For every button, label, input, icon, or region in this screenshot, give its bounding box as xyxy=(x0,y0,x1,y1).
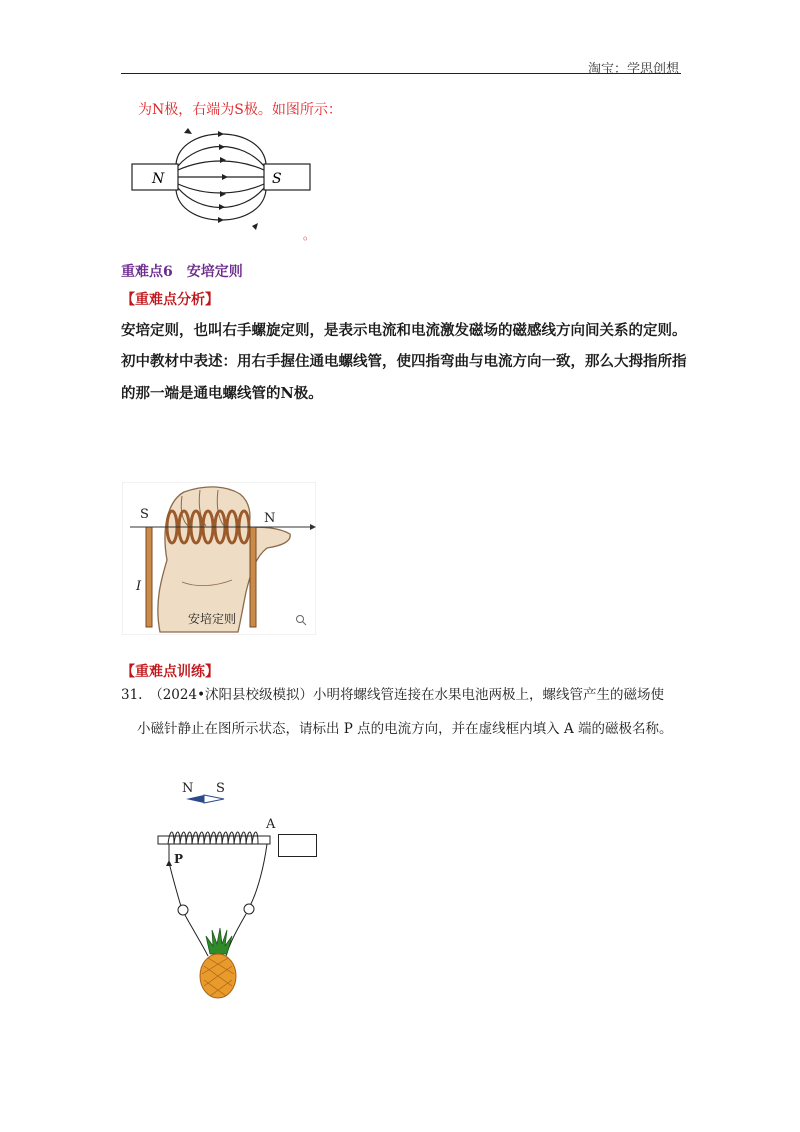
current-arrow xyxy=(166,860,172,866)
wire-left-lower xyxy=(185,915,208,956)
needle-south-half xyxy=(204,795,224,803)
current-label: I xyxy=(136,579,142,594)
a-end-label: A xyxy=(266,817,276,832)
pineapple xyxy=(200,928,236,998)
s-label: S xyxy=(140,507,149,522)
ampere-rule-figure xyxy=(122,482,316,635)
coil-lead-right xyxy=(250,527,256,627)
wire-right-upper xyxy=(250,844,267,906)
question-line-1: 31. （2024•沭阳县校级模拟）小明将螺线管连接在水果电池两极上，螺线管产生的磁场使 xyxy=(121,687,665,703)
analysis-heading: 【重难点分析】 xyxy=(121,292,219,308)
header-text: 淘宝：学思创想 xyxy=(587,62,679,77)
figure-caption: 安培定则 xyxy=(188,612,237,626)
analysis-line-2: 初中教材中表述：用右手握住通电螺线管，使四指弯曲与电流方向一致，那么大拇指所指 xyxy=(121,353,687,370)
answer-box-a-pole[interactable] xyxy=(278,834,317,857)
field-line-lower-2 xyxy=(178,188,264,208)
wire-right-lower xyxy=(226,914,246,956)
electrode-left xyxy=(178,905,188,915)
magnet-field-figure xyxy=(130,122,320,240)
trailing-mark: 。 xyxy=(303,228,316,242)
question-line-2: 小磁针静止在图所示状态，请标出 P 点的电流方向，并在虚线框内填入 A 端的磁极名称。 xyxy=(137,721,673,737)
coil-lead-left xyxy=(146,527,152,627)
section-title: 重难点6 安培定则 xyxy=(121,264,243,280)
analysis-line-3: 的那一端是通电螺线管的N极。 xyxy=(121,385,323,402)
header-divider xyxy=(121,73,681,74)
needle-n-label: N xyxy=(182,781,194,796)
field-line-upper-2 xyxy=(178,147,264,167)
analysis-line-1: 安培定则，也叫右手螺旋定则，是表示电流和电流激发磁场的磁感线方向间关系的定则。 xyxy=(121,322,687,339)
north-label: N xyxy=(152,171,165,187)
south-label: S xyxy=(272,171,282,187)
n-label: N xyxy=(264,511,276,526)
circuit-figure xyxy=(150,776,280,1000)
needle-s-label: S xyxy=(216,781,225,796)
needle-north-half xyxy=(186,795,204,803)
south-pole-block xyxy=(264,164,310,190)
intro-line: 为N极，右端为S极。如图所示： xyxy=(138,102,342,118)
training-heading: 【重难点训练】 xyxy=(121,664,219,680)
electrode-right xyxy=(244,904,254,914)
p-point-label: P xyxy=(174,852,184,866)
